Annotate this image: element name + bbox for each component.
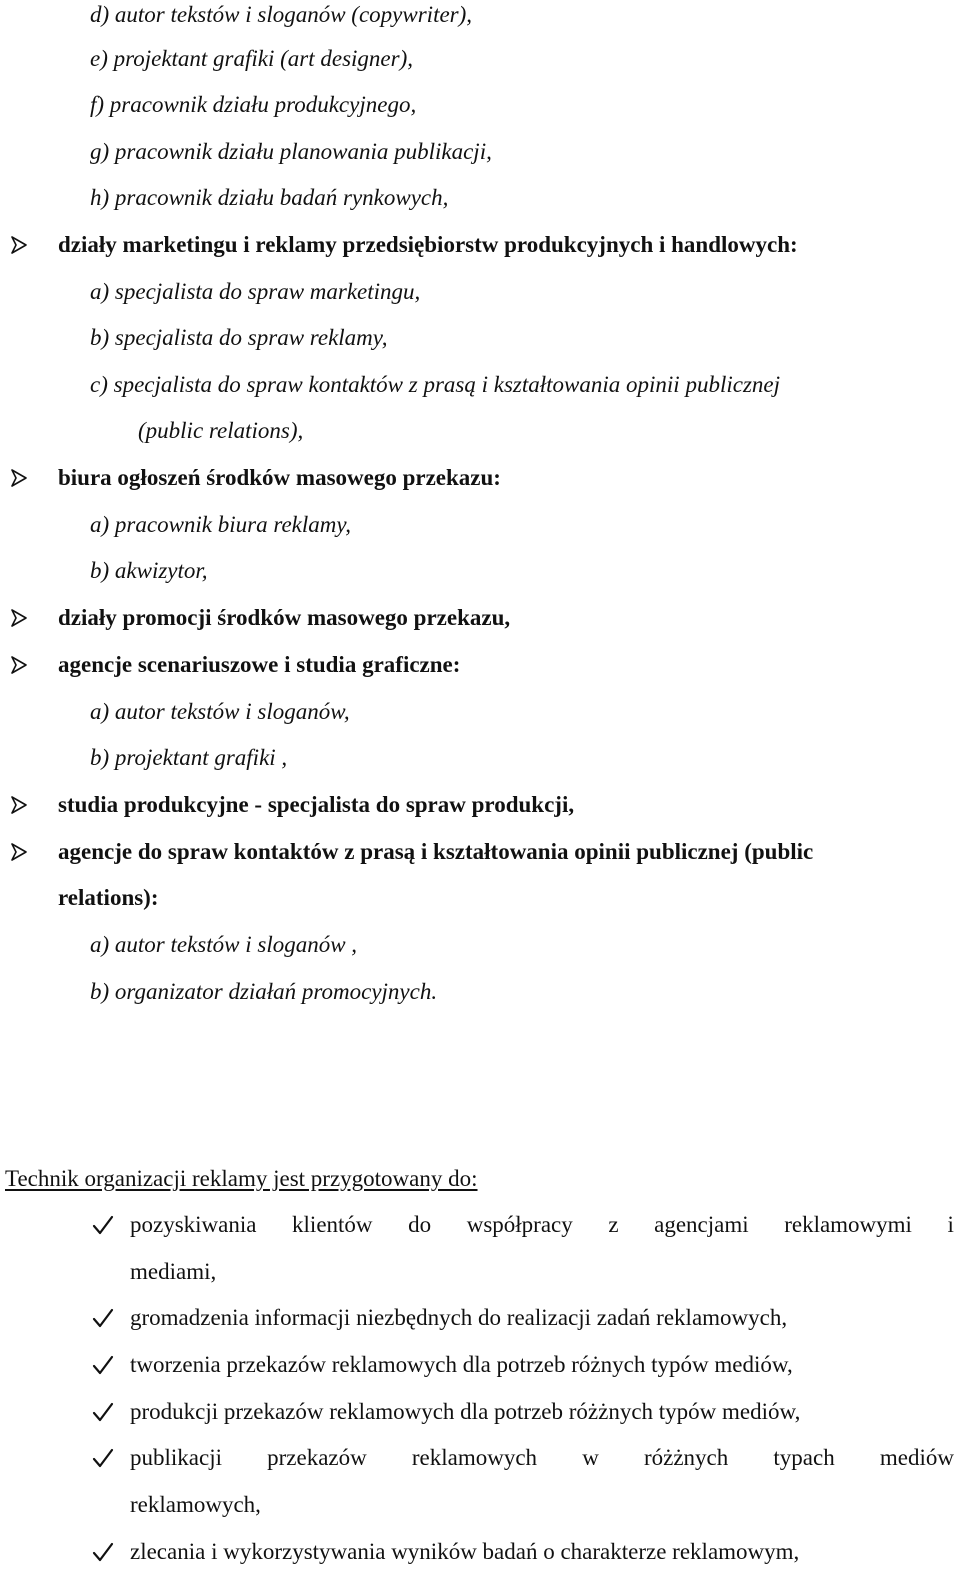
list-item: (public relations), bbox=[138, 418, 304, 443]
checklist-item: gromadzenia informacji niezbędnych do realizacji zadań reklamowych, bbox=[130, 1305, 788, 1330]
word: publikacji bbox=[130, 1445, 222, 1470]
list-item: a) autor tekstów i sloganów, bbox=[90, 699, 350, 724]
section-heading: działy promocji środków masowego przekazu, bbox=[58, 605, 511, 630]
checklist-text bbox=[130, 1443, 954, 1473]
list-item: g) pracownik działu planowania publikacji, bbox=[90, 139, 492, 164]
checkmark-icon bbox=[92, 1210, 116, 1240]
arrowhead-icon bbox=[10, 790, 32, 820]
arrowhead-icon bbox=[10, 650, 32, 680]
checkmark-icon bbox=[92, 1443, 116, 1473]
page-heading: Technik organizacji reklamy jest przygotowany do: bbox=[5, 1166, 478, 1191]
word: z bbox=[608, 1212, 619, 1237]
word: reklamowych bbox=[411, 1445, 538, 1470]
arrowhead-icon bbox=[10, 837, 32, 867]
list-item: f) pracownik działu produkcyjnego, bbox=[90, 92, 417, 117]
checklist-text bbox=[130, 1210, 954, 1240]
checkmark-icon bbox=[92, 1350, 116, 1380]
list-item: a) specjalista do spraw marketingu, bbox=[90, 279, 421, 304]
section-heading: studia produkcyjne - specjalista do spraw produkcji, bbox=[58, 792, 575, 817]
word: typach bbox=[773, 1445, 835, 1470]
list-item: c) specjalista do spraw kontaktów z prasą i kształtowania opinii publicznej bbox=[90, 372, 780, 397]
word: agencjami bbox=[654, 1212, 749, 1237]
word: przekazów bbox=[267, 1445, 367, 1470]
checklist-item-continued: mediami, bbox=[130, 1259, 217, 1284]
section-heading: agencje do spraw kontaktów z prasą i kształtowania opinii publicznej (public bbox=[58, 839, 814, 864]
checklist-item: zlecania i wykorzystywania wyników badań o charakterze reklamowym, bbox=[130, 1539, 800, 1564]
list-item: d) autor tekstów i sloganów (copywriter), bbox=[90, 2, 473, 27]
arrowhead-icon bbox=[10, 603, 32, 633]
checkmark-icon bbox=[92, 1303, 116, 1333]
list-item: a) autor tekstów i sloganów , bbox=[90, 932, 358, 957]
list-item: b) organizator działań promocyjnych. bbox=[90, 979, 438, 1004]
section-heading: działy marketingu i reklamy przedsiębiorstw produkcyjnych i handlowych: bbox=[58, 232, 798, 257]
checkmark-icon bbox=[92, 1537, 116, 1567]
checklist-item: tworzenia przekazów reklamowych dla potrzeb różnych typów mediów, bbox=[130, 1352, 793, 1377]
word: i bbox=[947, 1212, 954, 1237]
word: klientów bbox=[292, 1212, 373, 1237]
checklist-item-continued: reklamowych, bbox=[130, 1492, 261, 1517]
word: w bbox=[582, 1445, 599, 1470]
checkmark-icon bbox=[92, 1397, 116, 1427]
word: do bbox=[408, 1212, 432, 1237]
section-heading: biura ogłoszeń środków masowego przekazu: bbox=[58, 465, 501, 490]
word: różżnych bbox=[643, 1445, 729, 1470]
section-heading-continued: relations): bbox=[58, 885, 159, 910]
word: reklamowymi bbox=[784, 1212, 912, 1237]
word: mediów bbox=[879, 1445, 954, 1470]
section-heading: agencje scenariuszowe i studia graficzne: bbox=[58, 652, 461, 677]
list-item: b) akwizytor, bbox=[90, 558, 208, 583]
word: współpracy bbox=[466, 1212, 573, 1237]
list-item: b) projektant grafiki , bbox=[90, 745, 288, 770]
arrowhead-icon bbox=[10, 230, 32, 260]
checklist-item bbox=[130, 1210, 954, 1240]
word: pozyskiwania bbox=[130, 1212, 257, 1237]
checklist-item bbox=[130, 1443, 954, 1473]
list-item: a) pracownik biura reklamy, bbox=[90, 512, 352, 537]
arrowhead-icon bbox=[10, 463, 32, 493]
list-item: e) projektant grafiki (art designer), bbox=[90, 46, 413, 71]
checklist-item: produkcji przekazów reklamowych dla potrzeb różżnych typów mediów, bbox=[130, 1399, 801, 1424]
list-item: h) pracownik działu badań rynkowych, bbox=[90, 185, 449, 210]
list-item: b) specjalista do spraw reklamy, bbox=[90, 325, 388, 350]
